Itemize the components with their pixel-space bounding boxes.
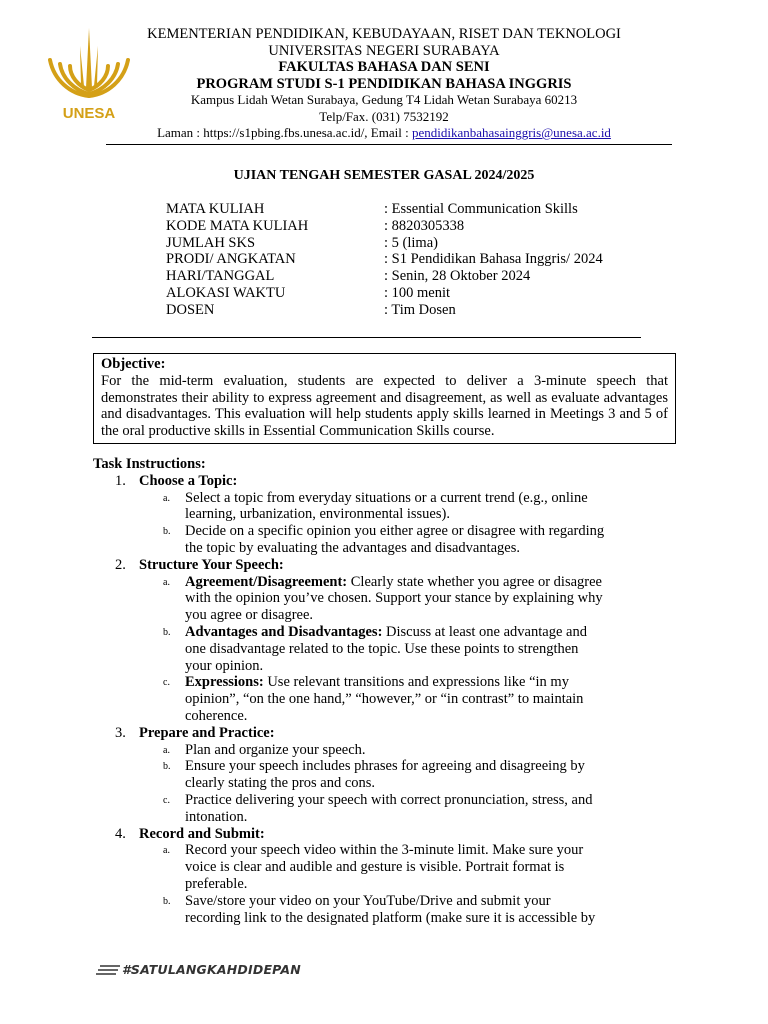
course-info-row (166, 285, 603, 302)
course-info-label: KODE MATA KULIAH (166, 217, 309, 234)
step-subitem (139, 624, 605, 674)
step-subitem (139, 842, 605, 892)
step-subitem (139, 574, 605, 624)
subitem-keyword: Agreement/Disagreement: (185, 573, 348, 590)
course-info-label: PRODI/ ANGKATAN (166, 251, 296, 268)
step-title: Prepare and Practice: (139, 724, 275, 741)
website-text: Laman : https://s1pbing.fbs.unesa.ac.id/, Email : (157, 125, 412, 141)
course-info-row (166, 251, 603, 268)
logo-wordmark: UNESA (62, 105, 116, 122)
step-subitems (139, 842, 653, 926)
course-info-row (166, 235, 603, 252)
course-info-row (166, 302, 603, 319)
subitem-letter: a. (163, 492, 170, 504)
step-subitems (139, 574, 653, 725)
subitem-text: Record your speech video within the 3-minute limit. Make sure your voice is clear and audible and gesture is visible. Portrait format is preferable. (185, 842, 584, 892)
subitem-letter: b. (163, 895, 171, 907)
step-subitems (139, 490, 653, 557)
objective-heading: Objective: (101, 356, 166, 372)
course-info-value: : Tim Dosen (384, 301, 456, 318)
course-info-row (166, 201, 603, 218)
course-info-value: : 5 (lima) (384, 234, 438, 251)
course-info (166, 201, 603, 319)
step-number: 2. (115, 556, 126, 573)
university-name: UNIVERSITAS NEGERI SURABAYA (268, 42, 500, 59)
step-subitem (139, 893, 605, 927)
subitem-letter: b. (163, 626, 171, 638)
course-info-value: : 8820305338 (384, 217, 465, 234)
course-info-value: : S1 Pendidikan Bahasa Inggris/ 2024 (384, 251, 603, 268)
task-instructions (93, 456, 653, 926)
course-info-label: ALOKASI WAKTU (166, 284, 286, 301)
subitem-keyword: Expressions: (185, 674, 264, 691)
course-info-label: DOSEN (166, 301, 215, 318)
step-title: Record and Submit: (139, 825, 265, 842)
step-number: 4. (115, 825, 126, 842)
objective-text: For the mid-term evaluation, students are expected to deliver a 3-minute speech that demonstrates their ability to express agreement and disagreement, as well as evaluate advantages and disadvantages. This evaluation will help students apply skills learned in Meetings 3 and 5 of the oral productive skills in Essential Communication Skills course. (101, 372, 668, 440)
letterhead (100, 26, 668, 142)
step-subitem (139, 758, 605, 792)
subitem-text: Plan and organize your speech. (185, 741, 366, 758)
letterhead-divider (106, 144, 672, 145)
subitem-text: Save/store your video on your YouTube/Drive and submit your recording link to the designated platform (make sure it is accessible by (185, 892, 596, 926)
step-title: Choose a Topic: (139, 472, 238, 489)
subitem-keyword: Advantages and Disadvantages: (185, 623, 383, 640)
faculty-name: FAKULTAS BAHASA DAN SENI (278, 59, 490, 76)
step-subitem (139, 490, 605, 524)
task-steps (93, 473, 653, 927)
phone-fax: Telp/Fax. (031) 7532192 (319, 108, 449, 124)
step-subitems (139, 742, 653, 826)
step-title: Structure Your Speech: (139, 556, 284, 573)
course-info-row (166, 218, 603, 235)
subitem-text: Select a topic from everyday situations or a current trend (e.g., online learning, urbanization, environmental issues). (185, 489, 588, 523)
course-info-row (166, 268, 603, 285)
subitem-text: Practice delivering your speech with correct pronunciation, stress, and intonation. (185, 791, 593, 825)
step-subitem (139, 674, 605, 724)
subitem-letter: a. (163, 845, 170, 857)
course-info-value: : Essential Communication Skills (384, 201, 578, 217)
footer-tagline: #SATULANGKAHDIDEPAN (122, 962, 301, 977)
subitem-text: Clearly state whether you agree or disagree with the opinion you’ve chosen. Support your stance by explaining why you agree or disagree. (185, 573, 603, 624)
subitem-letter: c. (163, 794, 170, 806)
exam-title: UJIAN TENGAH SEMESTER GASAL 2024/2025 (233, 168, 535, 183)
course-info-label: JUMLAH SKS (166, 234, 256, 251)
ministry-name: KEMENTERIAN PENDIDIKAN, KEBUDAYAAN, RISET DAN TEKNOLOGI (147, 26, 621, 42)
subitem-text: Discuss at least one advantage and one disadvantage related to the topic. Use these points to strengthen your opinion. (185, 623, 587, 674)
course-info-label: HARI/TANGGAL (166, 268, 275, 285)
course-info-value: : Senin, 28 Oktober 2024 (384, 268, 531, 285)
step-subitem (139, 792, 605, 826)
program-name: PROGRAM STUDI S-1 PENDIDIKAN BAHASA INGGRIS (196, 75, 572, 92)
subitem-letter: c. (163, 677, 170, 689)
subitem-letter: b. (163, 526, 171, 538)
subitem-letter: a. (163, 744, 170, 756)
step-number: 3. (115, 724, 126, 741)
subitem-text: Decide on a specific opinion you either agree or disagree with regarding the topic by evaluating the advantages and disadvantages. (185, 523, 605, 556)
subitem-letter: a. (163, 576, 170, 588)
subitem-letter: b. (163, 761, 171, 773)
section-divider (92, 337, 641, 338)
task-heading: Task Instructions: (93, 456, 206, 472)
objective-box (93, 353, 676, 444)
course-info-label: MATA KULIAH (166, 201, 265, 217)
subitem-text: Ensure your speech includes phrases for agreeing and disagreeing by clearly stating the pros and cons. (185, 758, 585, 792)
speed-stripes-icon (96, 964, 120, 976)
task-step (93, 557, 653, 725)
task-step (93, 725, 653, 826)
task-step (93, 826, 653, 927)
footer (96, 962, 301, 977)
email-link[interactable]: pendidikanbahasainggris@unesa.ac.id (411, 125, 611, 141)
campus-address: Kampus Lidah Wetan Surabaya, Gedung T4 Lidah Wetan Surabaya 60213 (190, 92, 578, 108)
step-subitem (139, 523, 605, 557)
course-info-value: : 100 menit (384, 284, 451, 301)
subitem-text: Use relevant transitions and expressions like “in my opinion”, “on the one hand,” “however,” or “in contrast” to maintain coherence. (185, 674, 584, 724)
step-number: 1. (115, 472, 126, 489)
task-step (93, 473, 653, 557)
step-subitem (139, 742, 605, 759)
contact-line (100, 125, 668, 141)
